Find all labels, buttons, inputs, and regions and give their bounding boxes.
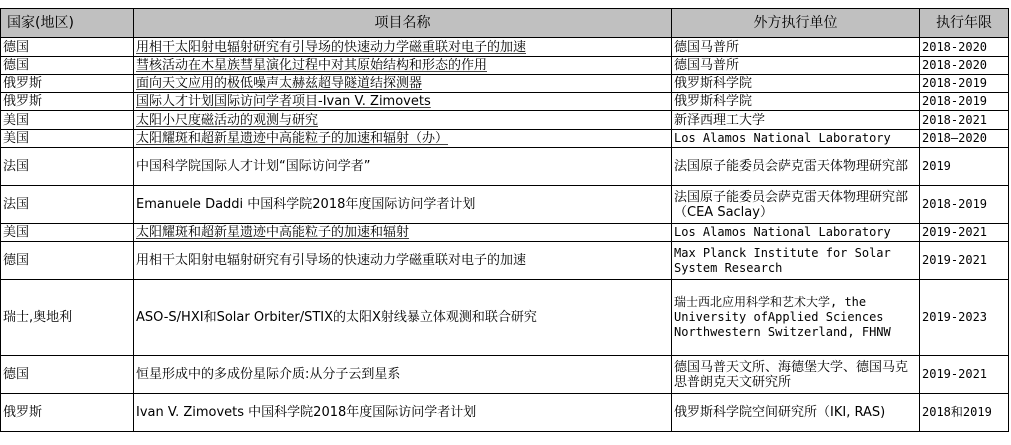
- table-row: [1, 186, 1009, 224]
- table-row: [1, 356, 1009, 394]
- years-cell: 2018-2019: [920, 93, 1009, 111]
- project-cell: 中国科学院国际人才计划“国际访问学者”: [134, 148, 672, 186]
- country-cell: 俄罗斯: [1, 93, 134, 111]
- project-cell: 国际人才计划国际访问学者项目-Ivan V. Zimovets: [134, 93, 672, 111]
- years-cell: 2018—2020: [920, 130, 1009, 148]
- country-cell: 美国: [1, 224, 134, 242]
- table-row: [1, 394, 1009, 432]
- unit-cell: 法国原子能委员会萨克雷天体物理研究部: [672, 148, 920, 186]
- project-cell: Ivan V. Zimovets 中国科学院2018年度国际访问学者计划: [134, 394, 672, 432]
- years-cell: 2018-2020: [920, 38, 1009, 57]
- years-cell: 2019-2021: [920, 242, 1009, 280]
- years-cell: 2019-2021: [920, 356, 1009, 394]
- unit-cell: 俄罗斯科学院: [672, 93, 920, 111]
- unit-cell: Los Alamos National Laboratory: [672, 130, 920, 148]
- header-row: [1, 9, 1009, 38]
- unit-cell: 德国马普所: [672, 57, 920, 75]
- header-country: 国家(地区): [1, 9, 134, 38]
- unit-cell: Los Alamos National Laboratory: [672, 224, 920, 242]
- project-cell: ASO-S/HXI和Solar Orbiter/STIX的太阳X射线暴立体观测和联合研究: [134, 280, 672, 356]
- unit-cell: 俄罗斯科学院空间研究所（IKI, RAS): [672, 394, 920, 432]
- years-cell: 2018-2021: [920, 111, 1009, 130]
- unit-cell: 德国马普天文所、海德堡大学、德国马克思普朗克天文研究所: [672, 356, 920, 394]
- project-cell: 用相干太阳射电辐射研究有引导场的快速动力学磁重联对电子的加速: [134, 242, 672, 280]
- country-cell: 俄罗斯: [1, 75, 134, 93]
- country-cell: 瑞士,奥地利: [1, 280, 134, 356]
- project-cell: 太阳小尺度磁活动的观测与研究: [134, 111, 672, 130]
- table-row: [1, 224, 1009, 242]
- table-row: [1, 75, 1009, 93]
- project-cell: Emanuele Daddi 中国科学院2018年度国际访问学者计划: [134, 186, 672, 224]
- country-cell: 德国: [1, 57, 134, 75]
- country-cell: 法国: [1, 148, 134, 186]
- project-cell: 彗核活动在木星族彗星演化过程中对其原始结构和形态的作用: [134, 57, 672, 75]
- project-cell: 太阳耀斑和超新星遗迹中高能粒子的加速和辐射: [134, 224, 672, 242]
- table-row: [1, 148, 1009, 186]
- unit-cell: 法国原子能委员会萨克雷天体物理研究部（CEA Saclay）: [672, 186, 920, 224]
- unit-cell: 俄罗斯科学院: [672, 75, 920, 93]
- years-cell: 2018-2019: [920, 75, 1009, 93]
- country-cell: 德国: [1, 356, 134, 394]
- project-cell: 太阳耀斑和超新星遗迹中高能粒子的加速和辐射（办）: [134, 130, 672, 148]
- cooperation-projects-table: [0, 8, 1009, 432]
- header-project: 项目名称: [134, 9, 672, 38]
- table-row: [1, 242, 1009, 280]
- unit-cell: Max Planck Institute for Solar System Research: [672, 242, 920, 280]
- header-years: 执行年限: [920, 9, 1009, 38]
- header-foreign-unit: 外方执行单位: [672, 9, 920, 38]
- project-cell: 面向天文应用的极低噪声太赫兹超导隧道结探测器: [134, 75, 672, 93]
- table-row: [1, 38, 1009, 57]
- country-cell: 德国: [1, 242, 134, 280]
- country-cell: 德国: [1, 38, 134, 57]
- years-cell: 2019-2021: [920, 224, 1009, 242]
- project-cell: 恒星形成中的多成份星际介质:从分子云到星系: [134, 356, 672, 394]
- table-row: [1, 130, 1009, 148]
- country-cell: 法国: [1, 186, 134, 224]
- years-cell: 2018和2019: [920, 394, 1009, 432]
- unit-cell: 德国马普所: [672, 38, 920, 57]
- unit-cell: 新泽西理工大学: [672, 111, 920, 130]
- country-cell: 美国: [1, 130, 134, 148]
- years-cell: 2018-2020: [920, 57, 1009, 75]
- years-cell: 2018-2019: [920, 186, 1009, 224]
- years-cell: 2019: [920, 148, 1009, 186]
- unit-cell: 瑞士西北应用科学和艺术大学, the University ofApplied Sciences Northwestern Switzerland, FHNW: [672, 280, 920, 356]
- project-cell: 用相干太阳射电辐射研究有引导场的快速动力学磁重联对电子的加速: [134, 38, 672, 57]
- years-cell: 2019-2023: [920, 280, 1009, 356]
- table-row: [1, 111, 1009, 130]
- country-cell: 美国: [1, 111, 134, 130]
- table-row: [1, 93, 1009, 111]
- table-row: [1, 57, 1009, 75]
- table-row: [1, 280, 1009, 356]
- country-cell: 俄罗斯: [1, 394, 134, 432]
